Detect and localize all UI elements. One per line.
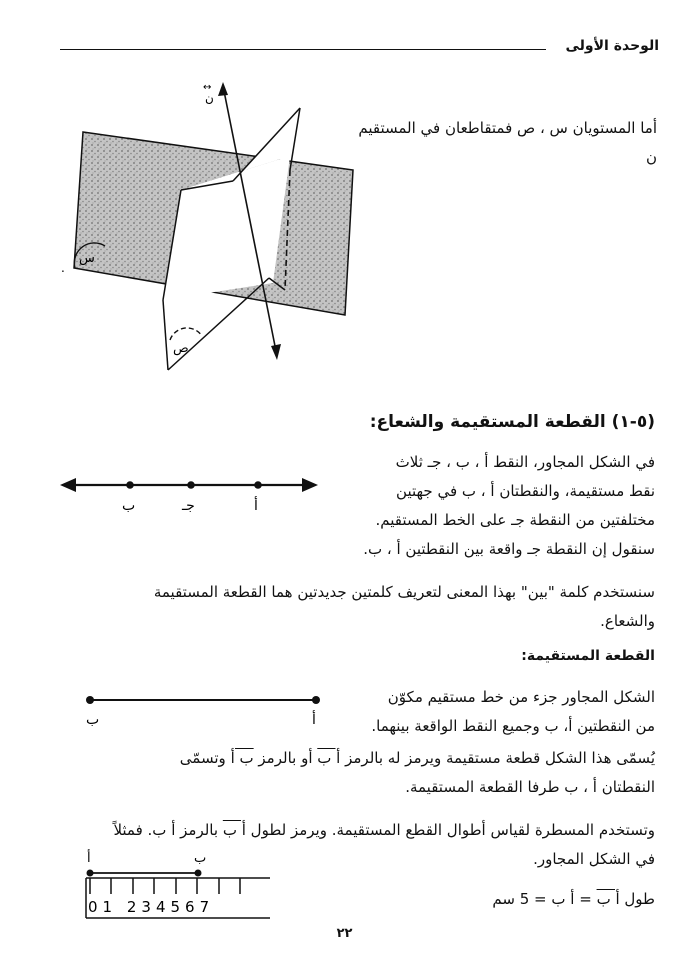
segment-label-a: أ [312,712,316,728]
para4-line1: يُسمّى هذا الشكل قطعة مستقيمة ويرمز له بالرمز أ ب أو بالرمز ب أ وتسمّى [179,749,655,767]
line-arrow-bottom [271,344,281,360]
para5-line2: في الشكل المجاور. [533,850,655,868]
para1-line: نقط مستقيمة، والنقطتان أ ، ب في جهتين [396,482,655,500]
para1-line: في الشكل المجاور، النقط أ ، ب ، جـ ثلاث [395,453,655,471]
line-n-label: ن [205,91,214,105]
segment-figure [78,692,328,728]
section-heading: (٥-١) القطعة المستقيمة والشعاع: [369,412,655,432]
para1-line: سنقول إن النقطة جـ واقعة بين النقطتين أ ، ب. [363,540,655,558]
para2 [35,578,655,636]
point-b-label: ب [122,498,136,514]
segment-point-a [312,696,320,704]
para3 [315,683,655,741]
header-rule [60,49,546,50]
point-a-label: أ [254,498,258,514]
length-symbol-ab: أ ب [222,821,246,839]
line-n-arrow-symbol: ↔ [203,82,212,93]
para2-line: سنستخدم كلمة "بين" بهذا المعنى لتعريف كلمتين جديدتين هما القطعة المستقيمة [153,583,655,601]
planes-text: أما المستويان س ، ص فمتقاطعان في المستقيم ن [358,119,657,166]
line-arrow-top [218,82,228,96]
point-j-label: جـ [182,498,195,514]
para3-line: من النقطتين أ، ب وجميع النقط الواقعة بينهما. [371,717,655,735]
ruler-figure [80,848,275,920]
segment-symbol-ba: ب أ [230,749,254,767]
ruler-label-b: ب [194,851,207,866]
side-dot: . [61,261,65,275]
para1-line: مختلفتين من النقطة جـ على الخط المستقيم. [375,511,655,529]
measure-symbol-ab: أ ب [596,890,620,908]
ruler-label-a: أ [87,851,91,866]
segment-label-b: ب [86,712,100,728]
point-a [254,481,262,489]
measure-line: طول أ ب = أ ب = 5 سم [492,890,655,908]
para4 [35,744,655,802]
planes-figure [55,78,365,383]
para5-line1: وتستخدم المسطرة لقياس أطوال القطع المستقيمة. ويرمز لطول أ ب بالرمز أ ب. فمثلاً [113,821,655,839]
segment-point-b [86,696,94,704]
segment-symbol-ab: أ ب [317,749,341,767]
line-figure [58,472,320,514]
ruler-point-a [87,870,94,877]
para3-line: الشكل المجاور جزء من خط مستقيم مكوّن [387,688,655,706]
point-b [126,481,134,489]
point-j [187,481,195,489]
plane-s-label: س [79,251,95,266]
subheading: القطعة المستقيمة: [521,648,655,664]
plane-p-label: ص [173,341,189,356]
para4-line2: النقطتان أ ، ب طرفا القطعة المستقيمة. [405,778,655,796]
ruler-ticks [90,878,240,894]
ruler-point-b [195,870,202,877]
para1 [325,448,655,564]
para2-line: والشعاع. [600,612,655,630]
header-title: الوحدة الأولى [565,38,659,54]
page-number: ٢٢ [336,926,353,941]
ruler-numbers: 01 234567 [88,898,215,916]
